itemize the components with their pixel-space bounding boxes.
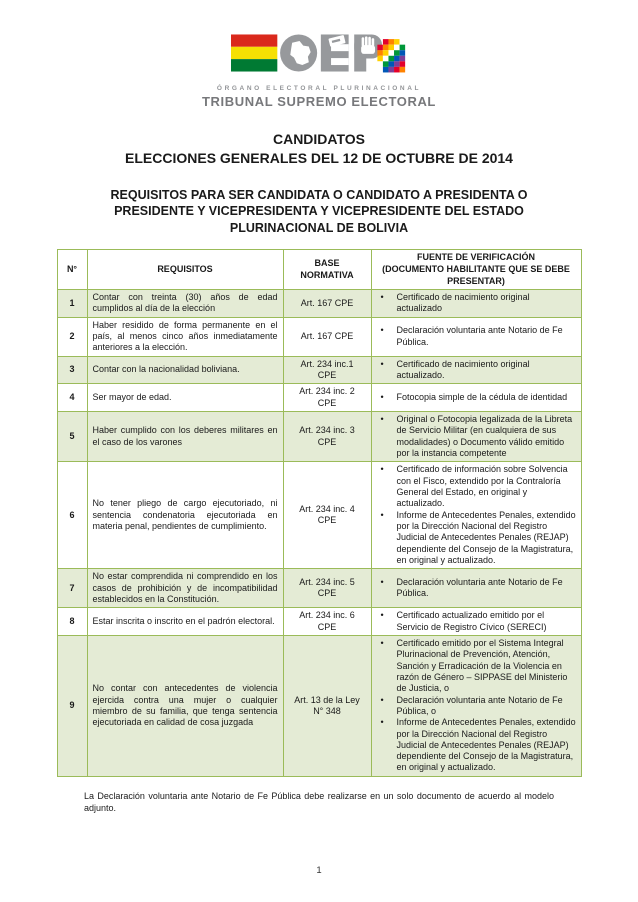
fuente-bullet bbox=[378, 392, 577, 403]
bullet-text: Certificado emitido por el Sistema Integral Plurinacional de Prevención, Atención, Sanción y Erradicación de la Violencia en razón de Género – SIPPASE del Ministerio de Justicia, o bbox=[396, 637, 568, 694]
cell-base: Art. 167 CPE bbox=[283, 317, 371, 356]
cell-num: 1 bbox=[57, 290, 87, 318]
bullet-icon: • bbox=[380, 292, 384, 303]
cell-base: Art. 167 CPE bbox=[283, 290, 371, 318]
logo-tribunal-line: TRIBUNAL SUPREMO ELECTORAL bbox=[202, 94, 436, 110]
cell-num: 4 bbox=[57, 384, 87, 412]
cell-requisito: No contar con antecedentes de violencia ejercida contra una mujer o cualquier miembro de su familia, que tenga sentencia ejecutoriada en calidad de cosa juzgada bbox=[87, 635, 283, 776]
bullet-icon: • bbox=[380, 637, 384, 648]
bullet-text: Declaración voluntaria ante Notario de Fe Pública. bbox=[396, 576, 563, 599]
logo-org-line: ÓRGANO ELECTORAL PLURINACIONAL bbox=[216, 85, 422, 92]
fuente-bullet bbox=[378, 510, 577, 567]
cell-fuente bbox=[371, 411, 581, 461]
table-row bbox=[57, 384, 581, 412]
fuente-bullet bbox=[378, 695, 577, 718]
header-fuente bbox=[371, 250, 581, 290]
fuente-bullet bbox=[378, 414, 577, 459]
bullet-text: Certificado de información sobre Solvencia con el Fisco, extendido por la Contraloría General del Estado, en original y actualizado. bbox=[396, 464, 568, 509]
table-row bbox=[57, 462, 581, 569]
oep-letter-o bbox=[280, 34, 317, 71]
fuente-bullet bbox=[378, 359, 577, 382]
cell-requisito: Ser mayor de edad. bbox=[87, 384, 283, 412]
table-row bbox=[57, 569, 581, 608]
bullet-text: Certificado de nacimiento original actualizado bbox=[396, 292, 530, 314]
header-fuente-line2: (DOCUMENTO HABILITANTE QUE SE DEBE PRESENTAR) bbox=[382, 263, 570, 286]
table-row bbox=[57, 356, 581, 384]
cell-requisito: No estar comprendida ni comprendido en los casos de prohibición y de incompatibilidad establecidos en la Constitución. bbox=[87, 569, 283, 608]
cell-base: Art. 234 inc. 2 CPE bbox=[283, 384, 371, 412]
cell-base: Art. 234 inc.1 CPE bbox=[283, 356, 371, 384]
cell-fuente bbox=[371, 608, 581, 636]
cell-num: 9 bbox=[57, 635, 87, 776]
fuente-bullet bbox=[378, 325, 577, 348]
cell-requisito: Contar con treinta (30) años de edad cumplidos al día de la elección bbox=[87, 290, 283, 318]
fuente-bullet bbox=[378, 292, 577, 315]
bullet-icon: • bbox=[380, 694, 384, 705]
table-row bbox=[57, 317, 581, 356]
cell-base: Art. 234 inc. 3 CPE bbox=[283, 411, 371, 461]
title-line-2: ELECCIONES GENERALES DEL 12 DE OCTUBRE DE 2014 bbox=[125, 149, 513, 166]
bullet-text: Certificado de nacimiento original actualizado. bbox=[396, 358, 530, 380]
bullet-icon: • bbox=[380, 717, 384, 728]
footnote: La Declaración voluntaria ante Notario de Fe Pública debe realizarse en un solo documento de acuerdo al modelo adjunto. bbox=[84, 790, 554, 814]
cell-fuente bbox=[371, 384, 581, 412]
bullet-text: Fotocopia simple de la cédula de identidad bbox=[396, 391, 568, 402]
cell-fuente bbox=[371, 356, 581, 384]
cell-requisito: No tener pliego de cargo ejecutoriado, ni sentencia condenatoria ejecutoriada en materia penal, pendientes de cumplimiento. bbox=[87, 462, 283, 569]
header-num: N° bbox=[57, 250, 87, 290]
cell-base: Art. 234 inc. 4 CPE bbox=[283, 462, 371, 569]
bullet-text: Informe de Antecedentes Penales, extendido por la Dirección Nacional del Registro Judicial de Antecedentes Penales (REJAP) dependiente del Consejo de la Magistratura, en original y actualizado. bbox=[396, 509, 576, 565]
bullet-text: Declaración voluntaria ante Notario de Fe Pública. bbox=[396, 325, 563, 347]
cell-num: 7 bbox=[57, 569, 87, 608]
cell-requisito: Haber cumplido con los deberes militares en el caso de los varones bbox=[87, 411, 283, 461]
cell-base: Art. 234 inc. 5 CPE bbox=[283, 569, 371, 608]
page-number: 1 bbox=[316, 865, 322, 876]
cell-num: 3 bbox=[57, 356, 87, 384]
oep-logo-svg bbox=[231, 30, 407, 76]
cell-requisito: Contar con la nacionalidad boliviana. bbox=[87, 356, 283, 384]
cell-num: 8 bbox=[57, 608, 87, 636]
header-base-normativa: BASE NORMATIVA bbox=[283, 250, 371, 290]
table-header-row bbox=[57, 250, 581, 290]
oep-logo-graphic bbox=[231, 30, 407, 76]
bullet-icon: • bbox=[380, 358, 384, 369]
bolivia-flag-icon bbox=[231, 34, 277, 71]
bullet-icon: • bbox=[380, 464, 384, 475]
cell-num: 2 bbox=[57, 317, 87, 356]
bullet-icon: • bbox=[380, 391, 384, 402]
bullet-text: Declaración voluntaria ante Notario de Fe Pública, o bbox=[396, 694, 563, 716]
cell-base: Art. 234 inc. 6 CPE bbox=[283, 608, 371, 636]
bullet-text: Informe de Antecedentes Penales, extendido por la Dirección Nacional del Registro Judicial de Antecedentes Penales (REJAP) dependiente del Consejo de la Magistratura, en original y actualizado. bbox=[396, 717, 576, 773]
cell-fuente bbox=[371, 317, 581, 356]
bullet-icon: • bbox=[380, 413, 384, 424]
cell-requisito: Estar inscrita o inscrito en el padrón electoral. bbox=[87, 608, 283, 636]
bullet-text: Certificado actualizado emitido por el Servicio de Registro Cívico (SERECI) bbox=[396, 610, 547, 632]
bullet-icon: • bbox=[380, 610, 384, 621]
table-row bbox=[57, 608, 581, 636]
cell-fuente bbox=[371, 569, 581, 608]
cell-fuente bbox=[371, 290, 581, 318]
cell-num: 5 bbox=[57, 411, 87, 461]
bullet-text: Original o Fotocopia legalizada de la Libreta de Servicio Militar (en cualquiera de sus modalidades) o Documento válido emitido por la instancia competente bbox=[396, 413, 573, 458]
fuente-bullet bbox=[378, 638, 577, 695]
oep-letter-e bbox=[321, 34, 349, 71]
oep-logo bbox=[0, 0, 638, 110]
cell-fuente bbox=[371, 635, 581, 776]
header-requisitos: REQUISITOS bbox=[87, 250, 283, 290]
cell-requisito: Haber residido de forma permanente en el país, al menos cinco años inmediatamente anteriores a la elección. bbox=[87, 317, 283, 356]
bullet-icon: • bbox=[380, 325, 384, 336]
requirements-table bbox=[57, 249, 582, 776]
table-row bbox=[57, 290, 581, 318]
table-row bbox=[57, 635, 581, 776]
bullet-icon: • bbox=[380, 509, 384, 520]
document-subtitle: REQUISITOS PARA SER CANDIDATA O CANDIDATO A PRESIDENTA O PRESIDENTE Y VICEPRESIDENTA Y VICEPRESIDENTE DEL ESTADO PLURINACIONAL DE BOLIVIA bbox=[110, 187, 528, 235]
title-line-1: CANDIDATOS bbox=[272, 131, 366, 148]
fuente-bullet bbox=[378, 610, 577, 633]
fuente-bullet bbox=[378, 717, 577, 774]
document-title bbox=[0, 130, 638, 167]
table-row bbox=[57, 411, 581, 461]
cell-num: 6 bbox=[57, 462, 87, 569]
header-fuente-line1: FUENTE DE VERIFICACIÓN bbox=[416, 252, 535, 263]
cell-base: Art. 13 de la Ley N° 348 bbox=[283, 635, 371, 776]
bullet-icon: • bbox=[380, 576, 384, 587]
fuente-bullet bbox=[378, 464, 577, 509]
fuente-bullet bbox=[378, 577, 577, 600]
cell-fuente bbox=[371, 462, 581, 569]
